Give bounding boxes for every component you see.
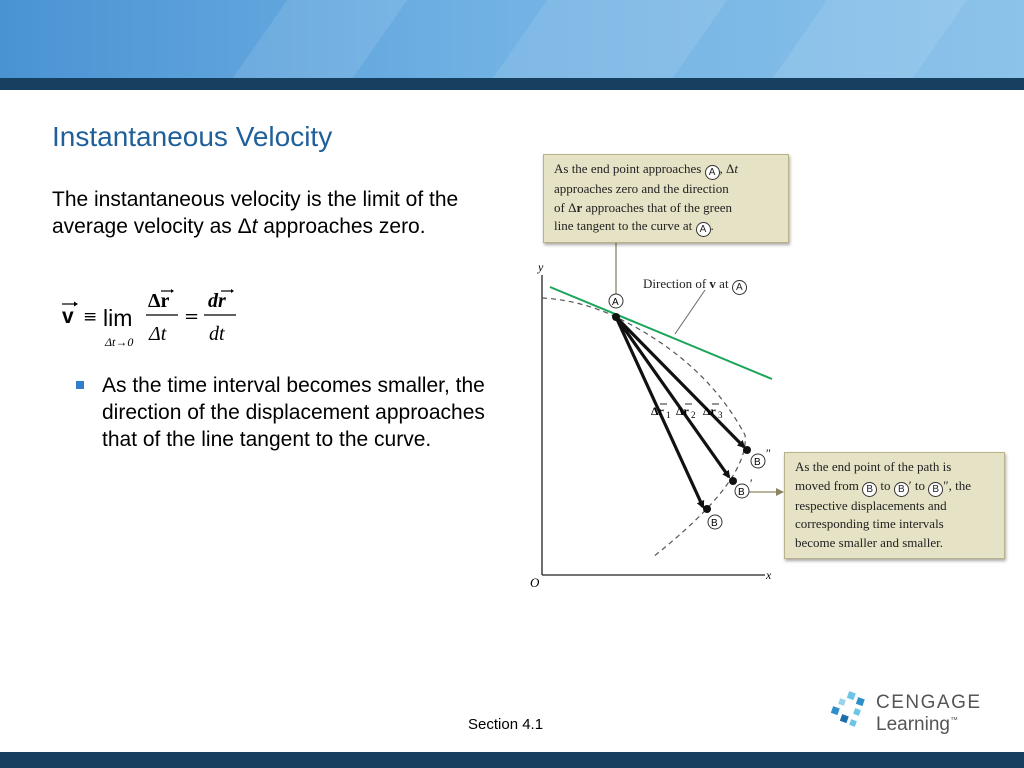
axis-x-label: x <box>766 568 772 582</box>
bullet-item <box>78 372 488 453</box>
eq-eq: = <box>184 306 200 327</box>
callout-top-line3b: approaches that of the green <box>582 199 733 215</box>
callout-top-line2: approaches zero and the direction <box>554 181 729 196</box>
logo-learning-word: Learning <box>876 714 950 735</box>
point-b-dot <box>703 505 711 513</box>
callout-top <box>543 154 789 243</box>
eq-den1: Δt <box>149 323 167 345</box>
label-b: B <box>711 518 718 529</box>
displacement-3 <box>616 317 744 447</box>
callout-top-line1a: As the end point approaches <box>554 161 705 176</box>
callout-right <box>784 452 1005 559</box>
dr2-sub: 2 <box>691 410 696 420</box>
origin-label: O <box>530 575 540 590</box>
label-b2-prime: ″ <box>766 446 771 460</box>
point-b1-dot <box>729 477 737 485</box>
label-b1-prime: ′ <box>750 476 753 490</box>
eq-lim: lim <box>103 305 133 331</box>
displacement-2 <box>616 317 729 477</box>
footer-bar <box>0 752 1024 768</box>
logo-learning-text <box>876 714 958 736</box>
axis-y-label: y <box>538 260 544 274</box>
callout-right-line2d: ″, the <box>943 477 972 493</box>
intro-t: t <box>251 215 258 238</box>
callout-right-line5: become smaller and smaller. <box>795 534 944 550</box>
point-b2-dot <box>743 446 751 454</box>
eq-equiv: ≡ <box>83 307 98 327</box>
callout-top-point-a: A <box>705 165 720 180</box>
direction-label <box>643 276 747 295</box>
section-label: Section 4.1 <box>468 716 544 733</box>
cengage-mark-icon <box>830 690 870 730</box>
velocity-equation <box>58 282 258 352</box>
bullet-text: As the time interval becomes smaller, the direction of the displacement approaches that of the line tangent to the curve. <box>102 374 485 451</box>
intro-paragraph <box>52 186 512 240</box>
callout-right-point-b: B <box>862 482 877 497</box>
callout-top-line4a: line tangent to the curve at <box>554 218 696 233</box>
intro-text-1: The instantaneous velocity is the limit of the average velocity as Δ <box>52 188 459 238</box>
callout-right-point-b2: B <box>928 482 943 497</box>
dr1-label: Δr <box>651 404 664 418</box>
eq-num1: Δr <box>148 290 170 312</box>
direction-point-a: A <box>732 280 747 295</box>
header-banner <box>0 0 1024 78</box>
dr3-label: Δr <box>703 404 716 418</box>
cengage-logo <box>828 688 988 740</box>
page-title: Instantaneous Velocity <box>52 121 333 152</box>
direction-text-2: at <box>719 276 729 291</box>
label-b2: B <box>754 457 761 468</box>
eq-lim-sub: Δt→0 <box>105 335 134 349</box>
callout-right-line2b: to <box>877 477 894 493</box>
dr3-sub: 3 <box>718 410 723 420</box>
callout-right-line2c: ′ to <box>908 477 929 493</box>
callout-top-t: t <box>734 161 739 176</box>
callout-right-line3: respective displacements and <box>795 497 947 513</box>
logo-cengage-text: CENGAGE <box>876 692 982 713</box>
callout-right-line4: corresponding time intervals <box>795 516 944 531</box>
callout-top-r: r <box>576 199 583 215</box>
header-rule <box>0 78 1024 90</box>
callout-top-point-a2: A <box>696 222 711 237</box>
eq-den2: dt <box>209 323 225 345</box>
intro-text-2: approaches zero. <box>257 215 426 238</box>
callout-right-point-b1: B <box>894 482 909 497</box>
bullet-square-icon <box>76 381 84 389</box>
callout-top-line3a: of Δ <box>554 199 577 215</box>
direction-v: v <box>709 276 716 291</box>
callout-top-line4b: . <box>710 218 714 233</box>
label-b1: B <box>738 487 745 498</box>
eq-num2: dr <box>208 290 226 312</box>
dr1-sub: 1 <box>666 410 671 420</box>
eq-lhs: v <box>62 305 74 328</box>
tangent-line <box>550 287 772 379</box>
label-a: A <box>612 297 619 308</box>
direction-text-1: Direction of <box>643 276 707 291</box>
callout-right-line1: As the end point of the path is <box>795 459 952 474</box>
dr2-label: Δr <box>676 404 689 418</box>
callout-top-line1b: , Δ <box>719 161 735 176</box>
logo-tm: ™ <box>949 715 958 725</box>
callout-right-line2a: moved from <box>795 477 863 493</box>
point-a-dot <box>612 313 620 321</box>
